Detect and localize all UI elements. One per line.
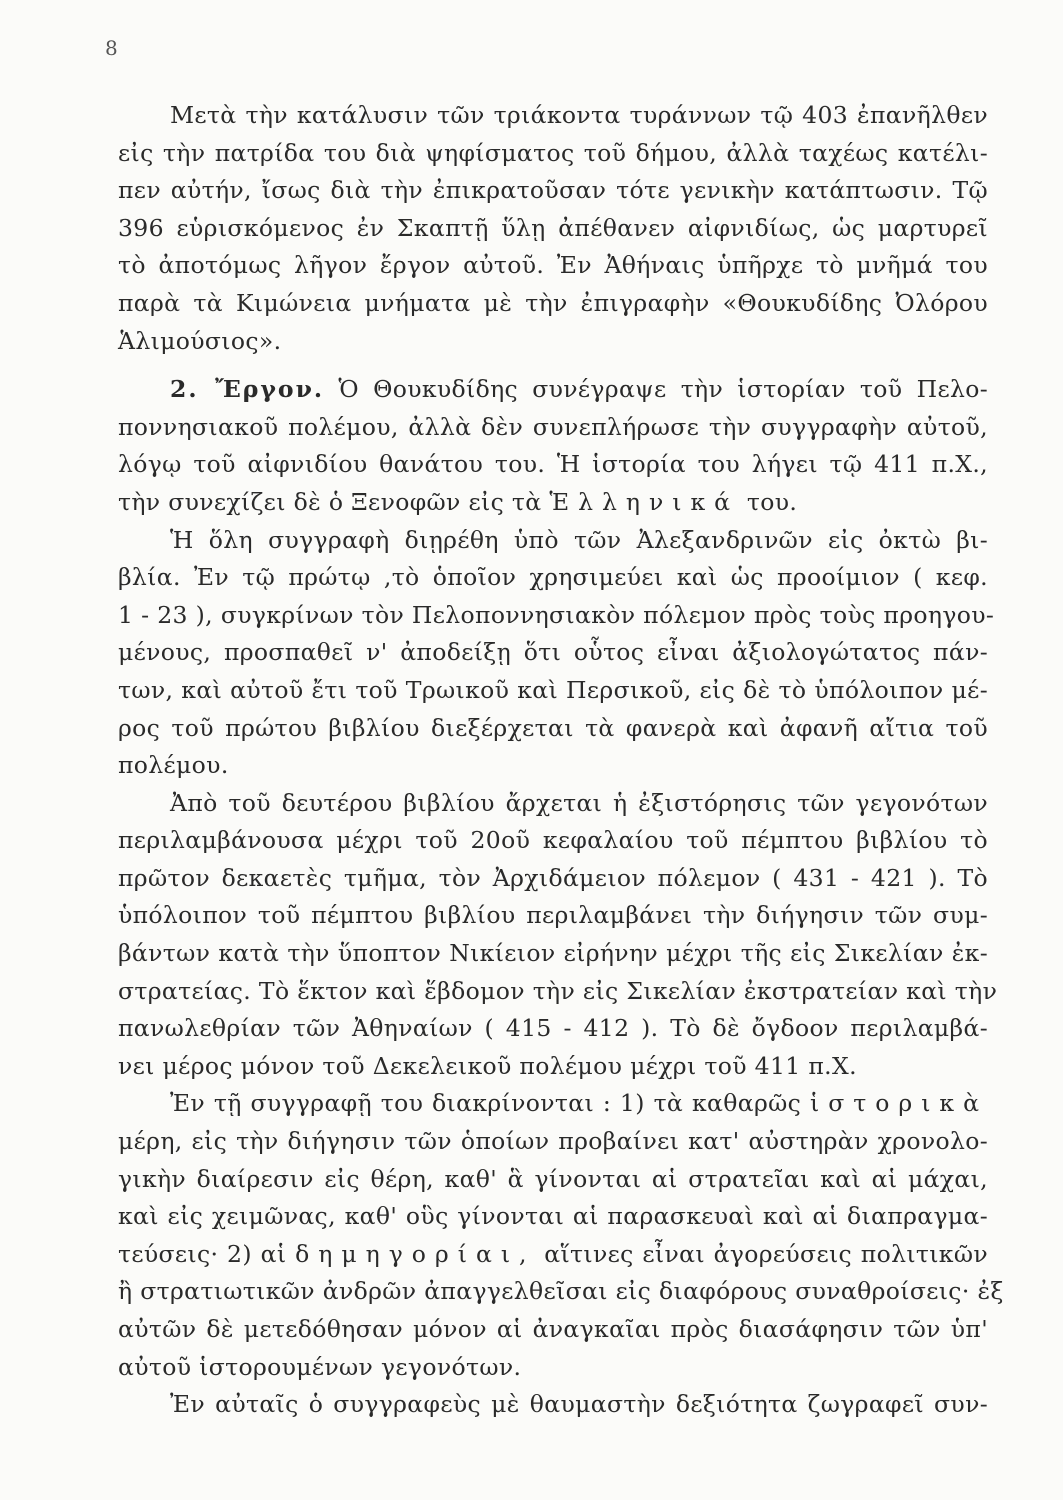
text-line — [118, 1085, 988, 1123]
text-line: μέρη, εἰς τὴν διήγησιν τῶν ὁποίων προβαίνει κατ' αὐστηρὰν χρονολο- — [118, 1127, 988, 1156]
text-line: ὑπόλοιπον τοῦ πέμπτου βιβλίου περιλαμβάνει τὴν διήγησιν τῶν συμ- — [118, 901, 988, 930]
text-line: μένους, προσπαθεῖ ν' ἀποδείξῃ ὅτι οὗτος εἶναι ἀξιολογώτατος πάν- — [118, 638, 988, 667]
text-line: πανωλεθρίαν τῶν Ἀθηναίων ( 415 - 412 ). Τὸ δὲ ὄγδοον περιλαμβά- — [118, 1014, 988, 1043]
text-span: του. — [746, 487, 798, 516]
text-span: Ὁ Θουκυδίδης συνέγραψε τὴν ἱστορίαν τοῦ Πελο- — [338, 375, 988, 404]
text-line: 1 - 23 ), συγκρίνων τὸν Πελοποννησιακὸν πόλεμον πρὸς τοὺς προηγου- — [118, 600, 995, 629]
text-line: ποννησιακοῦ πολέμου, ἀλλὰ δὲν συνεπλήρωσε τὴν συγγραφὴν αὐτοῦ, — [118, 412, 988, 441]
text-line: περιλαμβάνουσα μέχρι τοῦ 20οῦ κεφαλαίου τοῦ πέμπτου βιβλίου τὸ — [118, 826, 988, 855]
section-heading-line — [118, 371, 988, 409]
text-line — [118, 1236, 988, 1274]
section-heading: 2. Ἔργον. — [170, 375, 325, 404]
text-line: πολέμου. — [118, 751, 229, 780]
text-line: Ἀπὸ τοῦ δευτέρου βιβλίου ἄρχεται ἡ ἐξιστόρησις τῶν γεγονότων — [170, 788, 988, 817]
text-span: αἵτινες εἶναι ἀγορεύσεις πολιτικῶν — [544, 1239, 988, 1268]
text-line: πεν αὐτήν, ἴσως διὰ τὴν ἐπικρατοῦσαν τότε γενικὴν κατάπτωσιν. Τῷ — [118, 176, 988, 205]
text-line: Ἐν αὐταῖς ὁ συγγραφεὺς μὲ θαυμαστὴν δεξιότητα ζωγραφεῖ συν- — [170, 1390, 988, 1419]
text-line: γικὴν διαίρεσιν εἰς θέρη, καθ' ἃ γίνονται αἱ στρατεῖαι καὶ αἱ μάχαι, — [118, 1164, 988, 1193]
text-line: 396 εὑρισκόμενος ἐν Σκαπτῇ ὕλῃ ἀπέθανεν αἰφνιδίως, ὡς μαρτυρεῖ — [118, 213, 988, 242]
page-number: 8 — [105, 36, 118, 60]
text-line: λόγῳ τοῦ αἰφνιδίου θανάτου του. Ἡ ἱστορία του λήγει τῷ 411 π.Χ., — [118, 450, 988, 479]
text-line: πρῶτον δεκαετὲς τμῆμα, τὸν Ἀρχιδάμειον πόλεμον ( 431 - 421 ). Τὸ — [118, 863, 988, 892]
text-line: παρὰ τὰ Κιμώνεια μνήματα μὲ τὴν ἐπιγραφὴν «Θουκυδίδης Ὀλόρου — [118, 288, 988, 317]
body-text — [118, 97, 1004, 1424]
text-line: βλία. Ἐν τῷ πρώτῳ ,τὸ ὁποῖον χρησιμεύει καὶ ὡς προοίμιον ( κεφ. — [118, 563, 988, 592]
text-line: αὐτοῦ ἱστορουμένων γεγονότων. — [118, 1352, 522, 1381]
text-line: εἰς τὴν πατρίδα του διὰ ψηφίσματος τοῦ δήμου, ἀλλὰ ταχέως κατέλι- — [118, 138, 988, 167]
text-span: τεύσεις· 2) αἱ — [118, 1239, 287, 1268]
text-line: Ἁλιμούσιος». — [118, 326, 282, 355]
text-line: καὶ εἰς χειμῶνας, καθ' οὓς γίνονται αἱ παρασκευαὶ καὶ αἱ διαπραγμα- — [118, 1202, 988, 1231]
text-line: Μετὰ τὴν κατάλυσιν τῶν τριάκοντα τυράννων τῷ 403 ἐπανῆλθεν — [170, 101, 988, 129]
text-line: ρος τοῦ πρώτου βιβλίου διεξέρχεται τὰ φανερὰ καὶ ἀφανῆ αἴτια τοῦ — [118, 713, 988, 742]
text-line: τὸ ἀποτόμως λῆγον ἔργον αὐτοῦ. Ἐν Ἀθήναις ὑπῆρχε τὸ μνῆμά του — [118, 251, 988, 280]
emphasized-text: ἱστορικὰ — [810, 1089, 988, 1118]
text-line: βάντων κατὰ τὴν ὕποπτον Νικίειον εἰρήνην μέχρι τῆς εἰς Σικελίαν ἐκ- — [118, 939, 988, 968]
text-span: Ἐν τῇ συγγραφῇ του διακρίνονται : 1) τὰ καθαρῶς — [170, 1089, 802, 1118]
text-line: νει μέρος μόνον τοῦ Δεκελεικοῦ πολέμου μέχρι τοῦ 411 π.Χ. — [118, 1051, 857, 1080]
text-line — [118, 484, 988, 522]
text-line: Ἡ ὅλη συγγραφὴ διῃρέθη ὑπὸ τῶν Ἀλεξανδρινῶν εἰς ὀκτὼ βι- — [170, 525, 988, 554]
text-line: στρατείας. Τὸ ἕκτον καὶ ἕβδομον τὴν εἰς Σικελίαν ἐκστρατείαν καὶ τὴν — [118, 976, 998, 1005]
text-line: των, καὶ αὐτοῦ ἔτι τοῦ Τρωικοῦ καὶ Περσικοῦ, εἰς δὲ τὸ ὑπόλοιπον μέ- — [118, 675, 988, 704]
text-line: ἢ στρατιωτικῶν ἀνδρῶν ἀπαγγελθεῖσαι εἰς διαφόρους συναθροίσεις· ἐξ — [118, 1277, 1004, 1306]
emphasized-text: Ἑλληνικά — [549, 487, 740, 516]
text-span: τὴν συνεχίζει δὲ ὁ Ξενοφῶν εἰς τὰ — [118, 487, 542, 516]
emphasized-text: δημηγορίαι, — [295, 1239, 536, 1268]
text-line: αὐτῶν δὲ μετεδόθησαν μόνον αἱ ἀναγκαῖαι πρὸς διασάφησιν τῶν ὑπ' — [118, 1315, 988, 1343]
